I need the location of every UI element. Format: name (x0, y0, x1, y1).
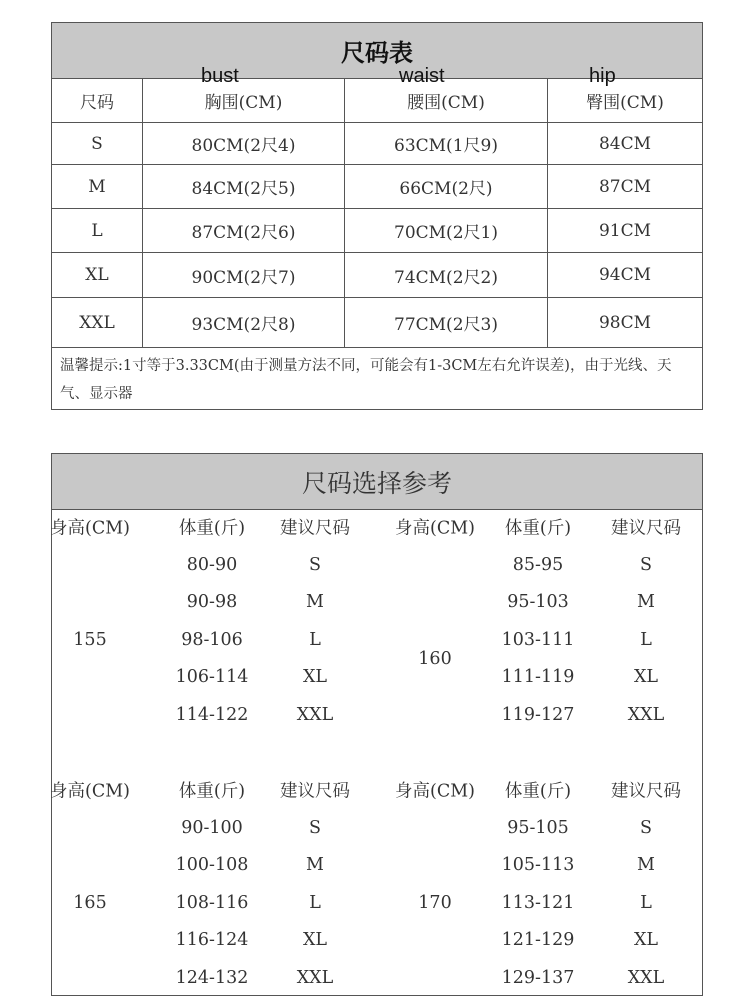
suggested-size: L (309, 892, 321, 913)
suggested-size: S (640, 817, 652, 838)
table-row (52, 209, 702, 253)
suggested-size: XXL (627, 968, 665, 988)
hip-cell: 84CM (598, 133, 652, 154)
header-suggested-size: 建议尺码 (611, 518, 681, 539)
header-suggested-size: 建议尺码 (611, 781, 681, 802)
weight-range: 111-119 (501, 667, 575, 688)
header-height: 身高(CM) (50, 781, 130, 802)
header-bust: 胸围(CM) (143, 79, 345, 122)
header-waist: 腰围(CM) (345, 79, 548, 122)
waist-cell: 66CM(2尺) (345, 165, 548, 208)
weight-range: 106-114 (175, 667, 249, 688)
waist-cell: 74CM(2尺2) (345, 253, 548, 297)
weight-range: 95-105 (507, 817, 569, 838)
table-row (52, 165, 702, 209)
bust-cell: 87CM(2尺6) (143, 209, 345, 252)
suggested-size: XXL (627, 705, 665, 725)
overlay-label-waist: waist (399, 65, 445, 87)
height-value: 155 (73, 629, 107, 650)
height-value: 170 (418, 892, 452, 913)
suggested-size: L (640, 892, 652, 913)
header-weight: 体重(斤) (504, 518, 572, 539)
header-size: 尺码 (52, 79, 143, 122)
header-height: 身高(CM) (395, 781, 475, 802)
weight-range: 108-116 (175, 892, 249, 913)
weight-range: 105-113 (501, 855, 575, 876)
weight-range: 113-121 (501, 892, 575, 913)
bust-cell: 84CM(2尺5) (143, 165, 345, 208)
size-chart-grid (52, 79, 702, 348)
table-row (52, 123, 702, 165)
weight-range: 114-122 (175, 705, 249, 725)
suggested-size: M (637, 592, 655, 613)
header-height: 身高(CM) (395, 518, 475, 539)
table-row (52, 253, 702, 298)
bust-cell: 93CM(2尺8) (143, 298, 345, 347)
suggested-size: XL (633, 667, 659, 688)
header-suggested-size: 建议尺码 (280, 781, 350, 802)
waist-cell: 63CM(1尺9) (345, 123, 548, 164)
weight-range: 90-100 (181, 817, 243, 838)
header-hip: 臀围(CM) (586, 93, 664, 113)
weight-range: 95-103 (507, 592, 569, 613)
size-chart-note: 温馨提示:1寸等于3.33CM(由于测量方法不同，可能会有1-3CM左右允许误差)，由于光线、天气、显示器 (60, 358, 672, 402)
weight-range: 100-108 (175, 855, 249, 876)
hip-cell: 91CM (598, 220, 652, 241)
suggested-size: XXL (296, 968, 334, 988)
weight-range: 129-137 (501, 968, 575, 988)
waist-cell: 70CM(2尺1) (345, 209, 548, 252)
overlay-label-bust: bust (201, 65, 239, 87)
suggested-size: M (306, 855, 324, 876)
suggested-size: M (306, 592, 324, 613)
weight-range: 98-106 (181, 629, 243, 650)
size-cell: XXL (52, 298, 143, 347)
suggested-size: L (309, 629, 321, 650)
suggested-size: XL (633, 930, 659, 951)
height-value: 165 (73, 892, 107, 913)
suggested-size: M (637, 855, 655, 876)
suggested-size: S (309, 817, 321, 838)
weight-range: 80-90 (186, 554, 238, 575)
weight-range: 85-95 (512, 554, 564, 575)
size-cell: XL (52, 253, 143, 297)
size-reference-title: 尺码选择参考 (52, 454, 702, 510)
weight-range: 116-124 (175, 930, 249, 951)
waist-cell: 77CM(2尺3) (345, 298, 548, 347)
overlay-label-hip: hip (589, 65, 616, 87)
header-weight: 体重(斤) (504, 781, 572, 802)
size-chart-title: 尺码表 (52, 23, 702, 79)
height-value: 160 (418, 648, 452, 669)
hip-cell: 87CM (598, 176, 652, 197)
header-weight: 体重(斤) (178, 518, 246, 539)
weight-range: 121-129 (501, 930, 575, 951)
suggested-size: XL (302, 930, 328, 951)
suggested-size: S (640, 554, 652, 575)
bust-cell: 90CM(2尺7) (143, 253, 345, 297)
size-cell: L (52, 209, 143, 252)
weight-range: 124-132 (175, 968, 249, 988)
suggested-size: S (309, 554, 321, 575)
suggested-size: L (640, 629, 652, 650)
header-weight: 体重(斤) (178, 781, 246, 802)
bust-cell: 80CM(2尺4) (143, 123, 345, 164)
hip-cell: 94CM (598, 265, 652, 285)
weight-range: 103-111 (501, 629, 575, 650)
size-reference-table (51, 453, 703, 996)
suggested-size: XXL (296, 705, 334, 725)
weight-range: 119-127 (501, 705, 575, 725)
size-cell: S (52, 123, 143, 164)
header-suggested-size: 建议尺码 (280, 518, 350, 539)
hip-cell: 98CM (598, 312, 652, 333)
size-cell: M (52, 165, 143, 208)
table-row (52, 298, 702, 348)
suggested-size: XL (302, 667, 328, 688)
header-height: 身高(CM) (50, 518, 130, 539)
weight-range: 90-98 (186, 592, 238, 613)
